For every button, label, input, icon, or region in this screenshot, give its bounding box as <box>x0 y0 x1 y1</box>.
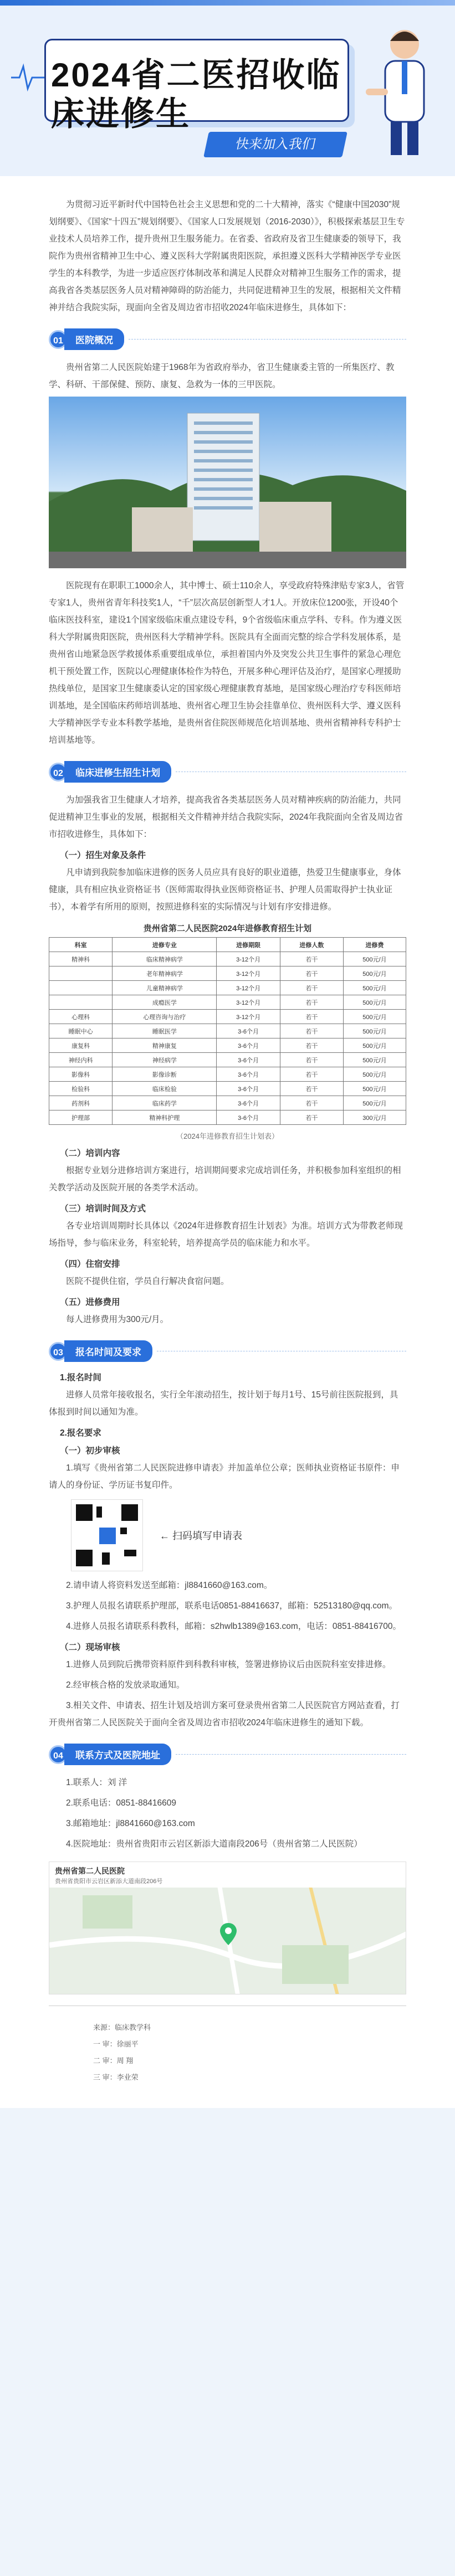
section-number: 02 <box>49 763 68 781</box>
heartbeat-icon <box>11 61 44 94</box>
section-header-signup <box>49 1340 406 1362</box>
table-caption: （2024年进修教育招生计划表） <box>176 1132 279 1140</box>
plan-intro: 为加强我省卫生健康人才培养，提高我省各类基层医务人员对精神疾病的防治能力，共同促进精神卫生事业的发展，根据相关文件精神并结合我院实际，2024年我院面向全省及周边省市招收进修生，具体如下： <box>49 795 403 839</box>
section-number: 04 <box>49 1745 68 1764</box>
table-cell: 神经病学 <box>113 1053 217 1067</box>
qr-label <box>160 1528 242 1542</box>
plan-text-5: 每人进修费用为300元/月。 <box>66 1315 169 1324</box>
table-cell: 睡眠医学 <box>113 1024 217 1038</box>
banner <box>0 0 455 176</box>
signup-text-2a: 1.填写《贵州省第二人民医院进修申请表》并加盖单位公章；医师执业资格证书原件：申请人的身份证、学历证书复印件。 <box>49 1463 400 1490</box>
article-content <box>0 176 455 2108</box>
banner-topbar <box>0 0 455 6</box>
section-title: 医院概况 <box>64 328 124 350</box>
table-cell: 影像诊断 <box>113 1067 217 1082</box>
footer-source: 来源：临床教学科 <box>93 2023 151 2032</box>
table-cell: 睡眠中心 <box>49 1024 113 1038</box>
table-cell: 若干 <box>280 952 343 966</box>
signup-text-2a-3: 3.护理人员报名请联系护理部，联系电话0851-88416637，邮箱：52513180@qq.com。 <box>66 1601 398 1611</box>
table-cell: 临床检验 <box>113 1082 217 1096</box>
table-cell: 影像科 <box>49 1067 113 1082</box>
table-cell: 药剂科 <box>49 1096 113 1110</box>
table-cell: 3-6个月 <box>217 1067 280 1082</box>
table-cell: 若干 <box>280 966 343 981</box>
plan-subtitle-4: （四）住宿安排 <box>60 1259 120 1269</box>
table-cell: 心理咨询与治疗 <box>113 1010 217 1024</box>
table-row <box>49 1096 406 1110</box>
table-cell: 3-6个月 <box>217 1082 280 1096</box>
location-map[interactable] <box>49 1862 406 1994</box>
plan-subtitle-5: （五）进修费用 <box>60 1298 120 1307</box>
contact-address: 4.医院地址：贵州省贵阳市云岩区新添大道南段206号（贵州省第二人民医院） <box>66 1839 362 1849</box>
qr-code[interactable] <box>71 1499 143 1571</box>
plan-subtitle-3: （三）培训时间及方式 <box>60 1204 146 1214</box>
table-row <box>49 952 406 966</box>
footer-review-1: 一 审：徐丽平 <box>93 2040 139 2048</box>
table-cell: 临床精神病学 <box>113 952 217 966</box>
contact-email[interactable]: 3.邮箱地址：jl8841660@163.com <box>66 1819 195 1828</box>
table-header-cell: 科室 <box>49 938 113 952</box>
table-cell: 检验科 <box>49 1082 113 1096</box>
table-title: 贵州省第二人民医院2024年进修教育招生计划 <box>143 924 312 933</box>
signup-subtitle-2a: （一）初步审核 <box>60 1446 120 1456</box>
table-cell: 若干 <box>280 1096 343 1110</box>
table-cell: 3-6个月 <box>217 1110 280 1125</box>
banner-tag: 快来加入我们 <box>203 132 347 157</box>
signup-text-2b-1: 1.进修人员到院后携带资料原件到科教科审核，签署进修协议后由医院科室安排进修。 <box>66 1660 391 1669</box>
plan-subtitle-2: （二）培训内容 <box>60 1149 120 1158</box>
table-cell: 500元/月 <box>344 966 406 981</box>
section-title: 联系方式及医院地址 <box>64 1744 171 1765</box>
signup-subtitle-2: 2.报名要求 <box>60 1428 101 1438</box>
table-cell: 若干 <box>280 1110 343 1125</box>
table-cell: 若干 <box>280 995 343 1010</box>
map-pin-icon <box>220 1923 237 1945</box>
table-cell: 神经内科 <box>49 1053 113 1067</box>
table-cell: 3-6个月 <box>217 1096 280 1110</box>
table-cell: 心理科 <box>49 1010 113 1024</box>
plan-table <box>49 937 406 1125</box>
contact-phone[interactable]: 2.联系电话：0851-88416609 <box>66 1798 177 1808</box>
table-header-cell: 进修专业 <box>113 938 217 952</box>
section-divider <box>176 1754 406 1755</box>
arrow-icon: ← <box>160 1530 170 1541</box>
map-header <box>49 1862 406 1888</box>
signup-subtitle-2b: （二）现场审核 <box>60 1643 120 1652</box>
section-title: 报名时间及要求 <box>64 1340 152 1362</box>
qr-block <box>71 1499 406 1571</box>
table-cell: 500元/月 <box>344 1024 406 1038</box>
table-cell: 300元/月 <box>344 1110 406 1125</box>
table-cell: 3-12个月 <box>217 1010 280 1024</box>
plan-text-4: 医院不提供住宿，学员自行解决食宿问题。 <box>66 1277 229 1286</box>
table-body <box>49 952 406 1125</box>
table-cell: 500元/月 <box>344 981 406 995</box>
table-header-cell: 进修期限 <box>217 938 280 952</box>
overview-paragraph-1: 贵州省第二人民医院始建于1968年为省政府举办，省卫生健康委主管的一所集医疗、教学、科研、干部保健、预防、康复、急救为一体的三甲医院。 <box>49 363 395 389</box>
table-cell: 3-12个月 <box>217 995 280 1010</box>
table-cell: 精神康复 <box>113 1038 217 1053</box>
section-number: 01 <box>49 330 68 349</box>
table-cell: 500元/月 <box>344 1010 406 1024</box>
table-cell: 成瘾医学 <box>113 995 217 1010</box>
table-cell: 500元/月 <box>344 1067 406 1082</box>
table-cell: 儿童精神病学 <box>113 981 217 995</box>
overview-paragraph-2: 医院现有在职职工1000余人，其中博士、硕士110余人，享受政府特殊津贴专家3人，省管专家1人，贵州省青年科技奖1人，“千”层次高层创新型人才1人。开放床位1200张，开设40个临床医技科室，建设1个国家级临床重点建设专科，9个省级临床重点学科、专科。作为遵义医科大学附属贵阳医院，贵州医科大学精神学科。医院具有全面而完整的综合学科发展体系，是贵州省山地紧急医学救援体系重要组成单位，承担着国内外及突发公共卫生事件的紧急心理危机干预处置工作，医院以心理健康体检作为特色，开展多种心理评估及治疗，是国家心理援助热线单位，是国家卫生健康委认定的国家级心理健康教育基地，是国家级心理治疗专科医师培训基地，是全国临床药师培训基地、贵州省心理卫生协会挂靠单位、贵州医科大学、遵义医科大学精神医学专业本科教学基地，是贵州省住院医师规范化培训基地、贵州省精神科专科护士培训基地等。 <box>49 581 405 745</box>
signup-text-2a-4: 4.进修人员报名请联系科教科，邮箱：s2hwlb1389@163.com，电话：0851-88416700。 <box>66 1622 401 1631</box>
signup-text-1: 进修人员常年接收报名，实行全年滚动招生，按计划于每月1号、15号前往医院报到，具体报到时间以通知为准。 <box>49 1390 398 1417</box>
intro-paragraph: 为贯彻习近平新时代中国特色社会主义思想和党的二十大精神，落实《“健康中国2030”规划纲要》、《国家“十四五”规划纲要》、《国家人口发展规划（2016-2030）》，积极探索基层卫生专业技术人员培养工作，提升贵州卫生服务能力。在省委、省政府及省卫生健康委的领导下，我院作为贵州省精神卫生中心、遵义医科大学附属贵阳医院，承担遵义医科大学精神医学专业医学生的本科教学，为进一步适应医疗体制改革和满足人民群众对精神卫生服务工作的需求，提高我省各类基层医务人员对精神障碍的防治能力，共同促进精神卫生的发展，根据相关文件精神并结合我院实际，现面向全省及周边省市招收2024年临床进修生，具体如下： <box>49 200 405 312</box>
hospital-photo <box>49 397 406 568</box>
hospital-building-icon <box>49 397 406 568</box>
table-cell: 500元/月 <box>344 1038 406 1053</box>
section-header-contact <box>49 1744 406 1765</box>
section-title: 临床进修生招生计划 <box>64 761 171 783</box>
table-cell: 若干 <box>280 1024 343 1038</box>
table-cell: 若干 <box>280 1038 343 1053</box>
table-cell: 3-6个月 <box>217 1024 280 1038</box>
table-cell: 3-12个月 <box>217 952 280 966</box>
doctor-illustration-icon <box>360 22 443 166</box>
banner-title-line2: 床进修生 <box>51 95 191 132</box>
plan-text-1: 凡申请到我院参加临床进修的医务人员应具有良好的职业道德，热爱卫生健康事业，身体健康，具有相应执业资格证书（医师需取得执业医师资格证书、护理人员需取得护士执业证书），本着学有所用的原则，按照进修科室的实际情况与计划有序安排进修。 <box>49 868 401 912</box>
table-cell: 临床药学 <box>113 1096 217 1110</box>
table-cell: 若干 <box>280 1053 343 1067</box>
footer-review-2: 二 审：周 翔 <box>93 2056 134 2065</box>
table-row <box>49 1053 406 1067</box>
plan-subtitle-1: （一）招生对象及条件 <box>60 851 146 860</box>
table-cell: 3-6个月 <box>217 1053 280 1067</box>
table-row <box>49 1110 406 1125</box>
banner-title-line1: 2024省二医招收临 <box>51 56 341 94</box>
signup-text-2b-3: 3.相关文件、申请表、招生计划及培训方案可登录贵州省第二人民医院官方网站查看，打开贵州省第二人民医院关于面向全省及周边省市招收2024年临床进修生的通知下载。 <box>49 1701 400 1727</box>
table-cell: 3-12个月 <box>217 966 280 981</box>
plan-text-2: 根据专业划分进修培训方案进行，培训期间要求完成培训任务，并积极参加科室组织的相关教学活动及医院开展的各类学术活动。 <box>49 1166 401 1192</box>
map-address: 贵州省贵阳市云岩区新添大道南段206号 <box>55 1878 163 1885</box>
table-row <box>49 966 406 981</box>
table-row <box>49 995 406 1010</box>
table-cell: 康复科 <box>49 1038 113 1053</box>
table-cell: 3-6个月 <box>217 1038 280 1053</box>
map-title: 贵州省第二人民医院 <box>55 1867 125 1875</box>
table-row <box>49 1038 406 1053</box>
contact-person: 1.联系人：刘 洋 <box>66 1778 127 1787</box>
section-number: 03 <box>49 1342 68 1361</box>
table-header-cell: 进修费 <box>344 938 406 952</box>
table-cell: 若干 <box>280 981 343 995</box>
qr-label-text: 扫码填写申请表 <box>172 1530 243 1541</box>
table-row <box>49 1024 406 1038</box>
section-header-overview <box>49 328 406 350</box>
signup-text-2b-2: 2.经审核合格的发放录取通知。 <box>66 1680 185 1690</box>
table-cell: 500元/月 <box>344 1096 406 1110</box>
signup-subtitle-1: 1.报名时间 <box>60 1373 101 1382</box>
table-cell: 若干 <box>280 1082 343 1096</box>
table-cell: 500元/月 <box>344 952 406 966</box>
table-row <box>49 1067 406 1082</box>
table-cell: 精神科 <box>49 952 113 966</box>
table-row <box>49 981 406 995</box>
table-cell: 若干 <box>280 1067 343 1082</box>
table-cell: 3-12个月 <box>217 981 280 995</box>
section-header-plan <box>49 761 406 783</box>
table-cell: 老年精神病学 <box>113 966 217 981</box>
footer <box>49 2014 406 2108</box>
footer-review-3: 三 审：李业荣 <box>93 2073 139 2081</box>
table-cell: 500元/月 <box>344 995 406 1010</box>
table-cell <box>49 981 113 995</box>
table-row <box>49 1010 406 1024</box>
table-cell <box>49 995 113 1010</box>
table-cell: 护理部 <box>49 1110 113 1125</box>
table-cell: 精神科护理 <box>113 1110 217 1125</box>
table-cell: 若干 <box>280 1010 343 1024</box>
table-cell: 500元/月 <box>344 1082 406 1096</box>
section-divider <box>129 339 406 340</box>
table-header-row <box>49 938 406 952</box>
plan-text-3: 各专业培训周期时长具体以《2024年进修教育招生计划表》为准。培训方式为带教老师现场指导，参与临床业务，科室轮转，培养提高学员的临床能力和水平。 <box>49 1221 403 1248</box>
signup-text-2a-2: 2.请申请人将资料发送至邮箱：jl8841660@163.com。 <box>66 1581 273 1590</box>
table-cell: 500元/月 <box>344 1053 406 1067</box>
table-header-cell: 进修人数 <box>280 938 343 952</box>
table-cell <box>49 966 113 981</box>
table-row <box>49 1082 406 1096</box>
